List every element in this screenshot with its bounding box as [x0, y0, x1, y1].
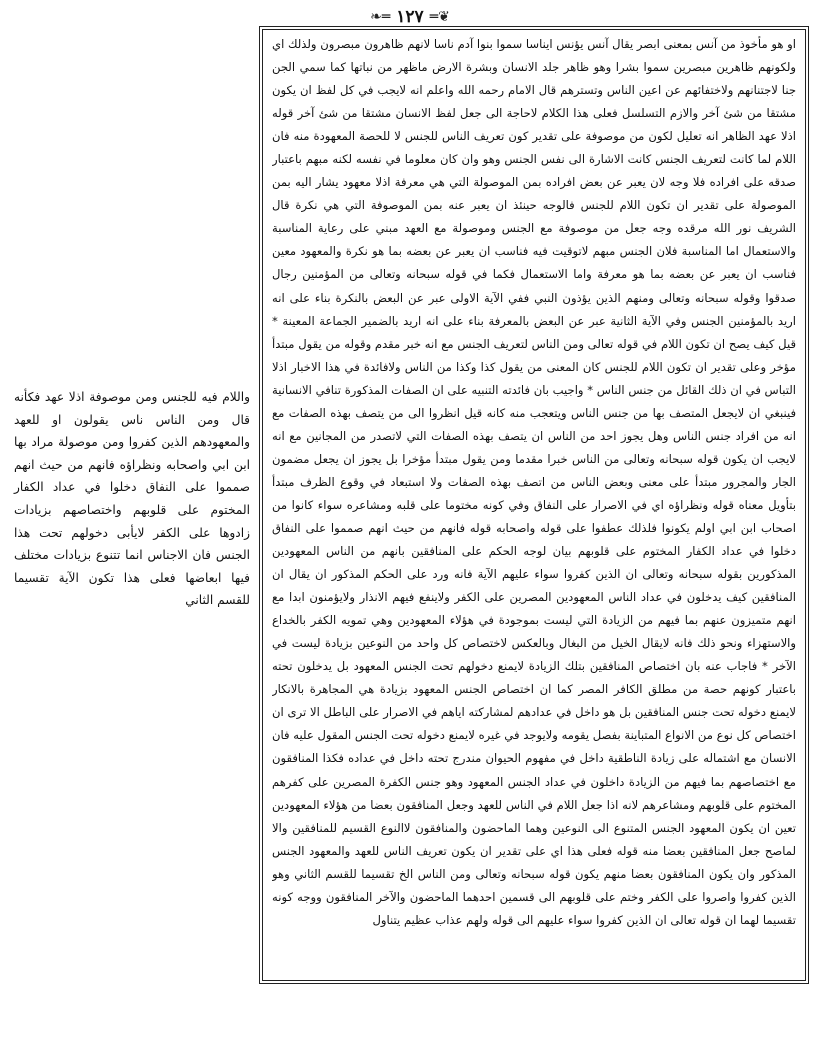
main-text-block	[272, 33, 796, 977]
main-text-body: او هو مأخوذ من آنس بمعنى ابصر يقال آنس يؤنس ايناسا سموا بنوا آدم ناسا لانهم ظاهرون مبصرون ولذلك اي ولكونهم ظاهرين مبصرين سموا بشرا وهو ظاهر جلد الانسان وبشرة الارض ماظهر من نباتها كما سمي الجن جنا لاجتنانهم ولاختفائهم عن اعين الناس وتسترهم قال الامام رحمه الله واعلم انه لايجب في كل لفظ ان يكون مشتقا من شئ آخر والازم التسلسل فعلى هذا الكلام لاحاجة الى جعل لفظ الانسان مشتقا من شئ آخر قوله اذلا عهد الظاهر انه تعليل لكون من موصوفة على تقدير كون تعريف الناس للجنس لا للحصة المعهودة منه فان اللام لما كانت لتعريف الجنس كانت الاشارة الى نفس الجنس وهو وان كان معلوما في نفسه لكنه مبهم باعتبار صدقه على افراده فلا وجه لان يعبر عن بعض افراده بمن الموصولة التي هي معرفة اذلا معهود يشار اليه بمن الموصولة على تقدير ان تكون اللام للجنس فالوجه حينئذ ان يعبر عنه بمن الموصوفة التي هي نكرة قال الشريف نور الله مرقده وجه جعل من موصوفة مع الجنس وموصولة مع العهد مبني على رعاية المناسبة والاستعمال اما المناسبة فلان الجنس مبهم لاتوقيت فيه فناسب ان يعبر عن بعضه بما هو نكرة والمعهود معين فناسب ان يعبر عن بعضه بما هو معرفة واما الاستعمال فكما في قوله سبحانه وتعالى من المؤمنين رجال صدقوا وقوله سبحانه وتعالى ومنهم الذين يؤذون النبي ففي الآية الاولى عبر عن البعض بالنكرة بناء على انه اريد بالمؤمنين الجنس وفي الآية الثانية عبر عن البعض بالمعرفة بناء على انه اريد بالضمير الجماعة المعينة * قيل كيف يصح ان تكون اللام في قوله تعالى ومن الناس لتعريف الجنس مع انه خبر مقدم وقوله من يقول مبتدأ مؤخر وعلى تقدير ان تكون اللام للجنس كان المعنى من يقول كذا وكذا من الناس ولافائدة في هذا الاخبار اذلا التباس في ان ذلك القائل من جنس الناس * واجيب بان فائدته التنبيه على ان الصفات المذكورة تنافي الانسانية فينبغي ان لايجعل المتصف بها من جنس الناس ويتعجب منه كانه قيل انظروا الى من يتصف بهذه الصفات مع انه من افراد جنس الناس وهل يجوز احد من الناس ان يتصف بهذه الصفات التي لاتصدر من المجانين مع انه لايجب ان يكون قوله سبحانه وتعالى من الناس خبرا مقدما ومن يقول مبتدأ مؤخرا بل يجوز ان يجعل مضمون الجار والمجرور مبتدأ على معنى وبعض الناس من اتصف بهذه الصفات ولا استبعاد في وقوع الظرف مبتدأ بتأويل معناه قوله ونظراؤه اي في الاصرار على النفاق وفي كونه مختوما على قلبه ومشاعره سواء كانوا من اصحاب ابن ابي اولم يكونوا فلذلك عطفوا على قوله واصحابه قوله فانهم من حيث انهم صمموا على النفاق دخلوا في عداد الكفار المختوم على قلوبهم بيان لوجه الحكم على المنافقين بانهم من الناس المعهودين المذكورين بقوله سبحانه وتعالى ان الذين كفروا سواء عليهم الآية فانه ورد على الحكم المذكور ان يقال ان المنافقين كيف يدخلون في عداد الناس المعهودين المصرين على الكفر ولاينفع فيهم الانذار ولايؤمنون ابدا مع انهم متميزون عنهم بما فيهم من الزيادة التي ليست بموجودة في هؤلاء المعهودين وهي تمويه الكفر بالخداع والاستهزاء ونحو ذلك فانه لايقال الخيل من البغال وبالعكس لاختصاص كل واحد من النوعين بزيادة ليست في الآخر * فاجاب عنه بان اختصاص المنافقين بتلك الزيادة لايمنع دخولهم تحت الجنس المعهود بل يدخلون تحته باعتبار كونهم حصة من مطلق الكافر المصر كما ان اختصاص الجنس المعهود بزيادة هي المجاهرة بالانكار لايمنع دخوله تحت جنس المنافقين بل هو داخل في عدادهم لمشاركته اياهم في الاصرار على الباطل الا ترى ان اختصاص كل نوع من الانواع المتباينة بفصل يقومه ولايوجد في غيره لايمنع دخوله تحت الجنس المقول عليه فان الانسان مع اشتماله على زيادة الناطقية داخل في مفهوم الحيوان مندرج تحته داخل في عداده فكذا المنافقون مع اختصاصهم بما فيهم من الزيادة داخلون في عداد الجنس المعهود وهو جنس الكفرة المصرين على كفرهم المختوم على قلوبهم ومشاعرهم لانه اذا جعل اللام في الناس للعهد وجعل المنافقون بعضا من هؤلاء المعهودين تعين ان يكون المعهود الجنس المتنوع الى النوعين وهما الماحضون والمنافقون لاالنوع القسيم للمنافقين والا لماصح جعل المنافقين بعضا منه قوله فعلى هذا اي على تقدير ان يكون تعريف الناس للعهد والمعهود الجنس المذكور وان يكون المنافقون بعضا منهم يكون قوله سبحانه وتعالى ومن الناس الخ تقسيما للقسم الثاني وهو الذين كفروا واصروا على الكفر وختم على قلوبهم الى قسمين احدهما الماحضون والآخر المنافقون ووجه كونه تقسيما لهما ان قوله تعالى ان الذين كفروا سواء عليهم الى قوله ولهم عذاب عظيم يتناول	[272, 37, 796, 927]
right-ornament-icon: ═❦	[429, 9, 450, 25]
left-ornament-icon: ❧═	[370, 9, 391, 25]
margin-note	[14, 386, 250, 612]
page-header	[0, 4, 820, 30]
page-number: ١٢٧	[396, 7, 424, 27]
margin-note-body: واللام فيه للجنس ومن موصوفة اذلا عهد فكأنه قال ومن الناس ناس يقولون او للعهد والمعهودهم الذين كفروا ومن موصولة مراد بها ابن ابي واصحابه ونظراؤه فانهم من حيث انهم صمموا على النفاق دخلوا في عداد الكفار المختوم على قلوبهم واختصاصهم بزيادات زادوها على الكفر لايأبى دخولهم تحت هذا الجنس فان الاجناس انما تتنوع بزيادات مختلف فيها ابعاضها فعلى هذا تكون الآية تقسيما للقسم الثاني	[14, 390, 250, 608]
